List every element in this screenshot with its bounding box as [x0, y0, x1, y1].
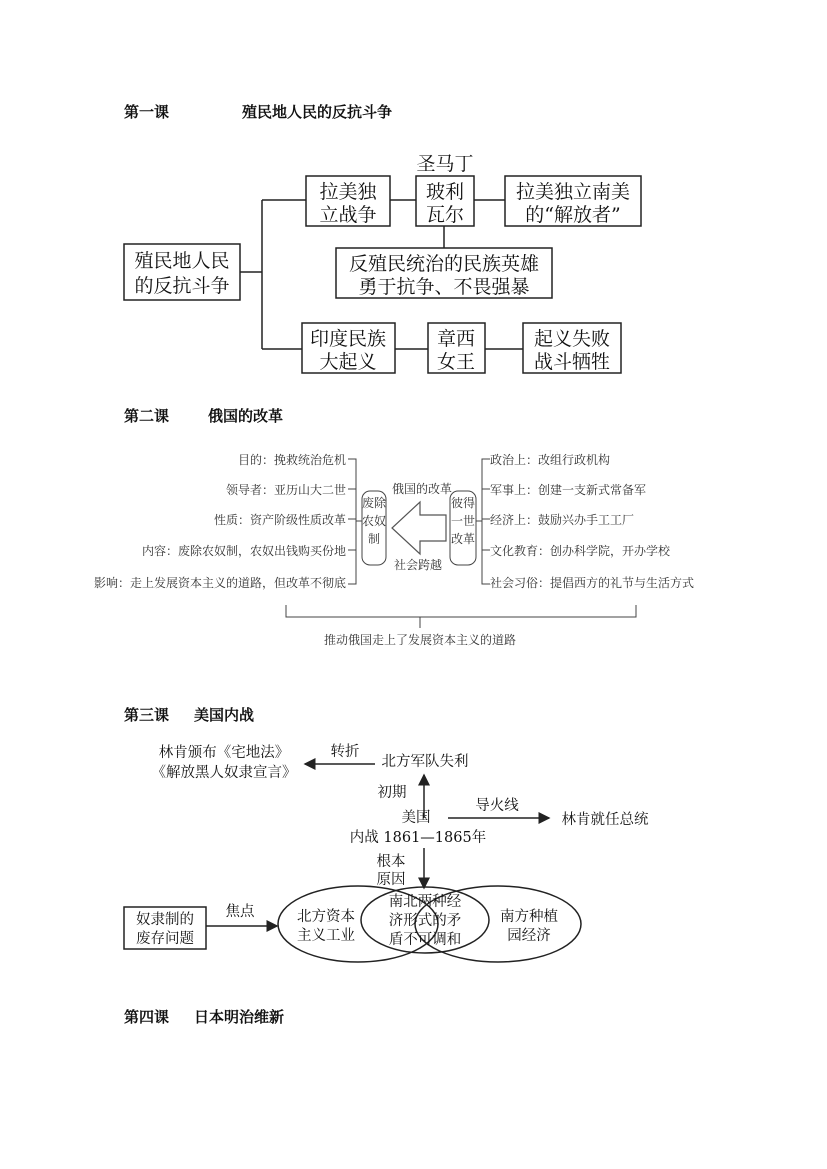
result-line-2: 战斗牺牲	[533, 351, 611, 373]
root-label-line-1: 根本	[376, 854, 406, 870]
lesson1-diagram	[124, 153, 641, 373]
lesson-number: 第二课	[124, 407, 170, 425]
conflict-line-2: 济形式的矛	[388, 913, 462, 929]
fuse-label: 导火线	[475, 798, 519, 814]
root-label-line-2: 原因	[376, 872, 406, 888]
north-line-1: 北方资本	[297, 909, 355, 925]
right-item: 军事上：创建一支新式常备军	[490, 483, 647, 497]
lower-hero-line-1: 章西	[436, 328, 476, 350]
result-line-1: 起义失败	[533, 328, 611, 350]
lesson-number: 第四课	[124, 1008, 170, 1026]
left-item: 内容：废除农奴制，农奴出钱购买份地	[141, 544, 346, 558]
bottom-conclusion: 推动俄国走上了发展资本主义的道路	[323, 633, 517, 647]
conflict-line-1: 南北两种经	[388, 894, 462, 910]
center-line-2: 内战 1861—1865年	[349, 830, 487, 846]
lesson-number: 第三课	[124, 706, 170, 724]
arrow-top-label: 俄国的改革	[391, 482, 453, 496]
slavery-line-1: 奴隶制的	[136, 912, 194, 928]
lesson3-diagram	[124, 743, 649, 962]
right-item: 经济上：鼓励兴办手工工厂	[490, 513, 635, 527]
conflict-line-3: 盾不可调和	[388, 932, 462, 948]
lower-branch-line-2: 大起义	[319, 351, 377, 373]
lower-hero-line-2: 女王	[436, 351, 476, 373]
title-line-2: 的“解放者”	[525, 204, 621, 226]
lesson-title: 殖民地人民的反抗斗争	[242, 103, 393, 121]
arrow-bottom-label: 社会跨越	[393, 558, 443, 572]
right-item: 社会习俗：提倡西方的礼节与生活方式	[490, 576, 695, 590]
lesson-title: 日本明治维新	[194, 1008, 285, 1026]
upper-branch-line-1: 拉美独	[319, 181, 377, 203]
right-item: 政治上：改组行政机构	[490, 453, 611, 467]
peter-line-3: 改革	[450, 532, 476, 546]
abolish-line-2: 农奴	[361, 514, 387, 528]
left-item: 领导者：亚历山大二世	[225, 483, 346, 497]
lesson-title: 俄国的改革	[208, 407, 284, 425]
title-line-1: 拉美独立南美	[515, 181, 631, 203]
left-item: 性质：资产阶级性质改革	[213, 513, 346, 527]
left-item: 目的：挽救统治危机	[237, 453, 346, 467]
hero-line-2: 瓦尔	[425, 204, 465, 226]
hero-label: 圣马丁	[416, 153, 474, 175]
evaluation-line-1: 反殖民统治的民族英雄	[348, 253, 540, 275]
lower-branch-line-1: 印度民族	[309, 328, 387, 350]
early-label: 初期	[377, 785, 407, 801]
lesson-number: 第一课	[124, 103, 170, 121]
south-line-1: 南方种植	[500, 909, 558, 925]
north-line-2: 主义工业	[297, 928, 355, 944]
abolish-line-3: 制	[367, 532, 381, 546]
turning-label: 转折	[330, 744, 360, 760]
evaluation-line-2: 勇于抗争、不畏强暴	[358, 276, 530, 298]
upper-branch-line-2: 立战争	[319, 204, 377, 226]
proclamation-line-1: 林肯颁布《宅地法》	[158, 745, 290, 761]
reform-arrow	[392, 502, 446, 554]
proclamation-line-2: 《解放黑人奴隶宣言》	[151, 765, 297, 781]
lesson2-diagram	[94, 452, 694, 647]
left-item: 影响：走上发展资本主义的道路，但改革不彻底	[93, 576, 346, 590]
root-line-2: 的反抗斗争	[134, 275, 230, 297]
hero-line-1: 玻利	[425, 181, 465, 203]
lesson-title: 美国内战	[194, 706, 255, 724]
peter-line-2: 一世	[450, 514, 476, 528]
early-defeat: 北方军队失利	[381, 754, 469, 770]
south-line-2: 园经济	[507, 928, 551, 944]
right-item: 文化教育：创办科学院，开办学校	[490, 544, 671, 558]
abolish-line-1: 废除	[361, 496, 387, 510]
center-line-1: 美国	[401, 810, 431, 826]
root-line-1: 殖民地人民	[134, 250, 230, 272]
lincoln-president: 林肯就任总统	[561, 812, 649, 828]
slavery-line-2: 废存问题	[136, 931, 194, 947]
peter-line-1: 彼得	[450, 496, 476, 510]
focus-label: 焦点	[225, 904, 255, 920]
